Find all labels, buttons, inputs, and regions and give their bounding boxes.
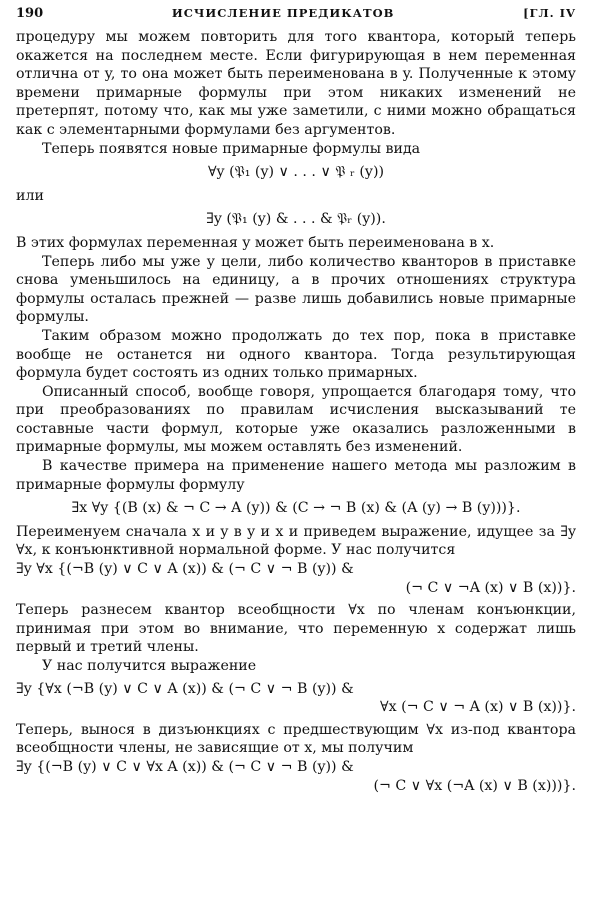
page-number: 190 (16, 6, 44, 21)
paragraph: Теперь, вынося в дизъюнкциях с предшествующим ∀x из-под квантора всеобщности члены, не зависящие от x, мы получим (16, 721, 576, 757)
formula: ∃y (𝔓₁ (y) & . . . & 𝔓ᵣ (y)). (206, 211, 386, 228)
page-body (16, 28, 576, 795)
formula: ∀y (𝔓₁ (y) ∨ . . . ∨ 𝔓 ᵣ (y)) (207, 164, 385, 181)
paragraph: В этих формулах переменная y может быть переименована в x. (16, 234, 495, 251)
paragraph: У нас получится выражение (42, 658, 257, 674)
formula: ∀x (¬ C ∨ ¬ A (x) ∨ B (x))}. (380, 699, 576, 716)
formula: ∃x ∀y {(B (x) & ¬ C → A (y)) & (C → ¬ B (x) & (A (y) → B (y)))}. (71, 500, 521, 517)
running-header (16, 6, 576, 28)
paragraph: В качестве примера на применение нашего метода мы разложим в примарные формулы формулу (16, 458, 576, 493)
formula: ∃y {∀x (¬B (y) ∨ C ∨ A (x)) & (¬ C ∨ ¬ B (y)) & (16, 680, 354, 697)
chapter-label: [ГЛ. IV (523, 6, 576, 20)
paragraph: Описанный способ, вообще говоря, упрощается благодаря тому, что при преобразованиях по правилам исчисления высказываний те составные части формул, которые уже оказались разложенными в примарные формулы, мы можем оставлять без изменений. (16, 383, 576, 456)
paragraph: Теперь либо мы уже у цели, либо количество кванторов в приставке снова уменьшилось на единицу, а в прочих отношениях структура формулы осталась прежней — разве лишь добавились новые примарные формулы. (16, 253, 576, 326)
formula: ∃y {(¬B (y) ∨ C ∨ ∀x A (x)) & (¬ C ∨ ¬ B (y)) & (16, 758, 354, 775)
paragraph: процедуру мы можем повторить для того квантора, который теперь окажется на последнем месте. Если фигурирующая в нем переменная отлична от y, то она может быть переименована в y. Полученные к этому времени примарные формулы при этом никаких изменений не претерпят, потому что, как мы уже заметили, с ними можно обращаться как с элементарными формулами без аргументов. (16, 29, 576, 138)
paragraph: Теперь разнесем квантор всеобщности ∀x по членам конъюнкции, принимая при этом во внимание, что переменную x содержат лишь первый и третий члены. (16, 602, 576, 656)
formula: ∃y ∀x {(¬B (y) ∨ C ∨ A (x)) & (¬ C ∨ ¬ B (y)) & (16, 561, 354, 578)
formula: (¬ C ∨ ¬A (x) ∨ B (x))}. (405, 579, 576, 596)
paragraph: Теперь появятся новые примарные формулы вида (42, 140, 421, 157)
paragraph: Переименуем сначала x и y в y и x и приведем выражение, идущее за ∃y ∀x, к конъюнктивной нормальной форме. У нас получится (16, 523, 576, 559)
paragraph: или (16, 187, 44, 204)
formula: (¬ C ∨ ∀x (¬A (x) ∨ B (x)))}. (373, 777, 576, 794)
running-title: ИСЧИСЛЕНИЕ ПРЕДИКАТОВ (171, 6, 395, 20)
paragraph: Таким образом можно продолжать до тех пор, пока в приставке вообще не останется ни одного квантора. Тогда результирующая формула будет состоять из одних только примарных. (16, 327, 576, 382)
